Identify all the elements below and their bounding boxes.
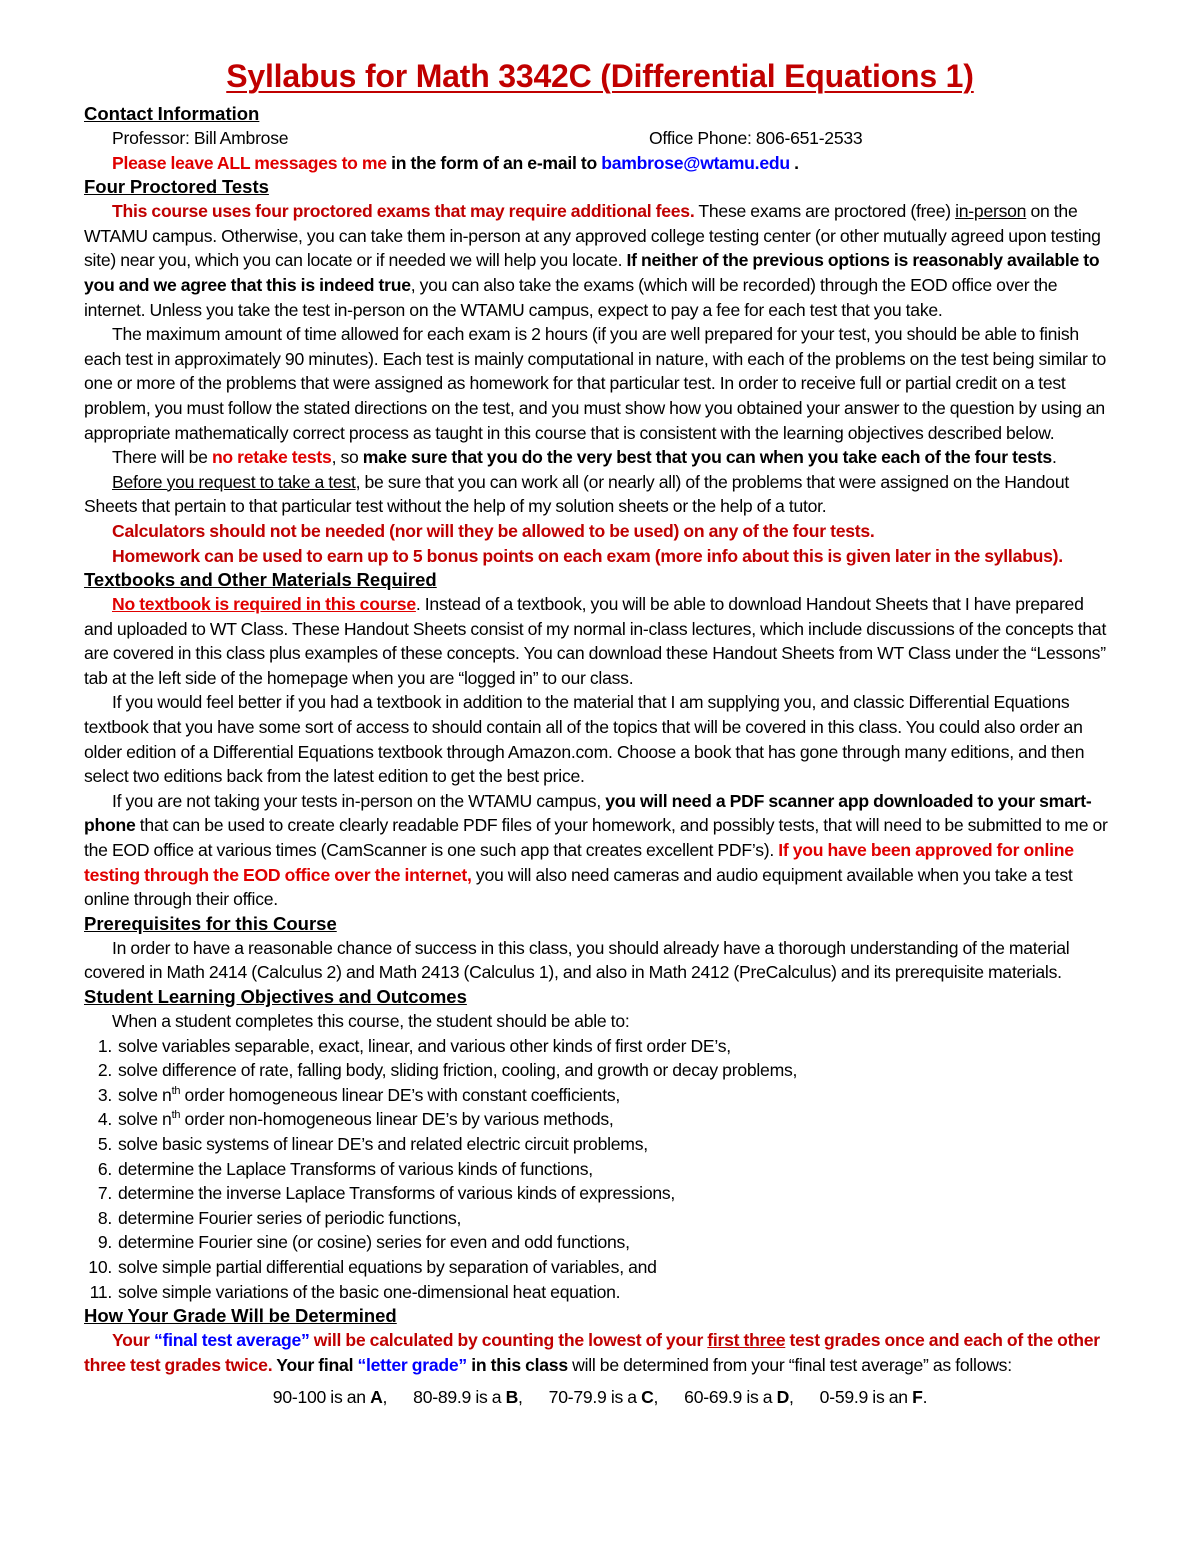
objective-number: 2. <box>97 1060 112 1081</box>
objective-item <box>84 1181 1116 1206</box>
objective-text: determine the Laplace Transforms of various kinds of functions, <box>118 1158 593 1179</box>
objective-item <box>84 1107 1116 1132</box>
textbooks-heading: Textbooks and Other Materials Required <box>84 569 437 591</box>
objective-text: determine the inverse Laplace Transforms of various kinds of expressions, <box>118 1183 676 1204</box>
grade-p1-b: will be calculated by counting the lowest of your <box>309 1330 708 1351</box>
textbooks-p3-text-b: that can be used to create clearly readable PDF files of your homework, and possibly tests, that will need to be submitted to me or the EOD office at various times (CamScanner is one such app that creates excellent PDF’s). <box>84 815 1108 861</box>
contact-message-red: Please leave ALL messages to me <box>112 152 387 173</box>
tests-fees-warning: This course uses four proctored exams that may require additional fees. <box>112 201 695 222</box>
tests-p3-text-a: There will be <box>112 447 212 468</box>
tests-p1-text-b: on the WTAMU campus. Otherwise, you can take them in-person at any approved college testing center (or other mutually agreed upon testing site) near you, which you can locate or if needed we will help you locate. <box>84 201 1101 271</box>
objective-item <box>84 1034 1116 1059</box>
pdf-scanner-requirement: you will need a PDF scanner app downloaded to your smart-phone <box>84 790 1092 836</box>
grade-heading: How Your Grade Will be Determined <box>84 1305 397 1327</box>
no-textbook-required: No textbook is required in this course <box>112 594 416 615</box>
email-link[interactable]: bambrose@wtamu.edu <box>601 152 790 173</box>
textbooks-paragraph-1 <box>84 592 1116 690</box>
contact-message <box>84 151 1116 176</box>
tests-p3-text-b: , so <box>331 447 363 468</box>
tests-p1-inperson: in-person <box>955 201 1027 222</box>
grade-scale-entry: 70-79.9 is a C, <box>548 1387 659 1408</box>
contact-message-end: . <box>789 152 799 173</box>
grade-scale-entry: 90-100 is an A, <box>272 1387 388 1408</box>
objective-text: solve $n^{th}$ order homogeneous linear DE’s with constant coefficients, <box>118 1084 621 1105</box>
grade-scale-entry: 60-69.9 is a D, <box>684 1387 794 1408</box>
objective-number: 9. <box>97 1232 112 1253</box>
tests-p3-text-c: . <box>1051 447 1057 468</box>
calculators-note: Calculators should not be needed (nor will they be allowed to be used) on any of the four tests. <box>112 520 875 541</box>
grade-p1-a: Your <box>112 1330 155 1351</box>
textbooks-p1-text: . Instead of a textbook, you will be able to download Handout Sheets that I have prepared and uploaded to WT Class. These Handout Sheets consist of my normal in-class lectures, which include discussions of the concepts that are covered in this class plus examples of these concepts. You can download these Handout Sheets from WT Class under the “Lessons” tab at the left side of the homepage when you are “logged in” to our class. <box>84 594 1107 688</box>
objective-text: solve $n^{th}$ order non-homogeneous linear DE’s by various methods, <box>118 1109 614 1130</box>
prereq-heading: Prerequisites for this Course <box>84 912 337 934</box>
objective-text: solve simple variations of the basic one-dimensional heat equation. <box>118 1281 621 1302</box>
grade-p1-d: Your final <box>272 1354 358 1375</box>
objective-item <box>84 1157 1116 1182</box>
objective-item <box>84 1206 1116 1231</box>
tests-paragraph-1 <box>84 199 1116 322</box>
contact-message-text: in the form of an e-mail to <box>386 152 602 173</box>
objective-number: 1. <box>97 1035 112 1056</box>
grade-p1-c: test grades once and each of the other three test grades twice. <box>84 1330 1100 1375</box>
grade-paragraph <box>84 1328 1116 1377</box>
tests-heading: Four Proctored Tests <box>84 176 269 198</box>
tests-p1-bold: If neither of the previous options is reasonably available to you and we agree that this is indeed true <box>84 250 1100 295</box>
no-retake-tests: no retake tests <box>211 447 332 468</box>
objective-item <box>84 1280 1116 1305</box>
objective-item <box>84 1255 1116 1280</box>
final-test-average-term: “final test average” <box>154 1330 310 1351</box>
objective-number: 10. <box>88 1256 112 1277</box>
objective-number: 11. <box>89 1281 112 1302</box>
contact-row <box>84 126 1116 151</box>
objective-text: solve difference of rate, falling body, sliding friction, cooling, and growth or decay problems, <box>118 1060 798 1081</box>
tests-p4-text: , be sure that you can work all (or nearly all) of the problems that were assigned on the Handout Sheets that pertain to that particular test without the help of my solution sheets or the help of a tutor. <box>84 471 1069 517</box>
professor-name: Professor: Bill Ambrose <box>112 128 289 148</box>
objective-number: 5. <box>97 1133 112 1154</box>
objective-number: 4. <box>97 1109 112 1130</box>
objective-text: solve variables separable, exact, linear, and various other kinds of first order DE’s, <box>118 1035 731 1056</box>
objective-number: 3. <box>97 1084 112 1105</box>
tests-p3-bold: make sure that you do the very best that you can when you take each of the four tests <box>362 447 1052 468</box>
objectives-intro: When a student completes this course, the student should be able to: <box>112 1011 630 1031</box>
contact-heading: Contact Information <box>84 103 260 124</box>
tests-paragraph-2: The maximum amount of time allowed for each exam is 2 hours (if you are well prepared for your test, you should be able to finish each test in approximately 90 minutes). Each test is mainly computational in nature, with each of the problems on the test being similar to one or more of the problems that were assigned as homework for that particular test. In order to receive full or partial credit on a test problem, you must follow the stated directions on the test, and you must show how you obtained your answer to the question by using an appropriate mathematically correct process as taught in this course that is consistent with the learning objectives described below. <box>84 324 1106 443</box>
objective-text: determine Fourier sine (or cosine) series for even and odd functions, <box>118 1232 630 1253</box>
objectives-heading: Student Learning Objectives and Outcomes <box>84 986 467 1007</box>
textbooks-paragraph-3 <box>84 789 1116 912</box>
objective-number: 7. <box>97 1183 112 1204</box>
page-title: Syllabus for Math 3342C (Differential Equations 1) <box>226 58 974 94</box>
tests-p4-underline: Before you request to take a test <box>112 471 356 492</box>
objective-item <box>84 1083 1116 1108</box>
tests-paragraph-3 <box>84 445 1116 470</box>
objective-number: 8. <box>97 1207 112 1228</box>
homework-bonus-note: Homework can be used to earn up to 5 bonus points on each exam (more info about this is given later in the syllabus). <box>112 545 1063 566</box>
tests-p1-text-a: These exams are proctored (free) <box>694 201 956 222</box>
grade-scale <box>84 1385 1116 1410</box>
objectives-list <box>84 1034 1116 1305</box>
tests-p1-text-c: , you can also take the exams (which will be recorded) through the EOD office over the internet. Unless you take the test in-person on the WTAMU campus, expect to pay a fee for each test that you take. <box>84 274 1058 320</box>
objective-text: solve simple partial differential equations by separation of variables, and <box>118 1256 657 1277</box>
objective-text: solve basic systems of linear DE’s and related electric circuit problems, <box>118 1133 648 1154</box>
grade-scale-entry: 0-59.9 is an F. <box>819 1387 928 1408</box>
grade-p1-f: will be determined from your “final test average” as follows: <box>567 1354 1012 1375</box>
letter-grade-term: “letter grade” <box>357 1354 467 1375</box>
objective-item <box>84 1058 1116 1083</box>
prereq-paragraph: In order to have a reasonable chance of success in this class, you should already have a thorough understanding of the material covered in Math 2414 (Calculus 2) and Math 2413 (Calculus 1), and also in Math 2412 (PreCalculus) and its prerequisite materials. <box>84 937 1070 983</box>
first-three-term: first three <box>707 1330 786 1351</box>
grade-p1-e: in this class <box>466 1354 568 1375</box>
objective-text: determine Fourier series of periodic functions, <box>118 1207 462 1228</box>
objective-item <box>84 1230 1116 1255</box>
textbooks-p3-text-c: you will also need cameras and audio equipment available when you take a test online through their office. <box>84 864 1073 910</box>
grade-scale-entry: 80-89.9 is a B, <box>413 1387 523 1408</box>
office-phone: Office Phone: 806-651-2533 <box>649 128 863 148</box>
online-testing-note: If you have been approved for online testing through the EOD office over the internet, <box>84 840 1074 885</box>
textbooks-paragraph-2: If you would feel better if you had a textbook in addition to the material that I am supplying you, and classic Differential Equations textbook that you have some sort of access to should contain all of the topics that will be covered in this class. You could also order an older edition of a Differential Equations textbook through Amazon.com. Choose a book that has gone through many editions, and then select two editions back from the latest edition to get the best price. <box>84 692 1085 787</box>
objective-number: 6. <box>97 1158 112 1179</box>
tests-paragraph-4 <box>84 470 1116 519</box>
objective-item <box>84 1132 1116 1157</box>
textbooks-p3-text-a: If you are not taking your tests in-person on the WTAMU campus, <box>112 790 606 811</box>
